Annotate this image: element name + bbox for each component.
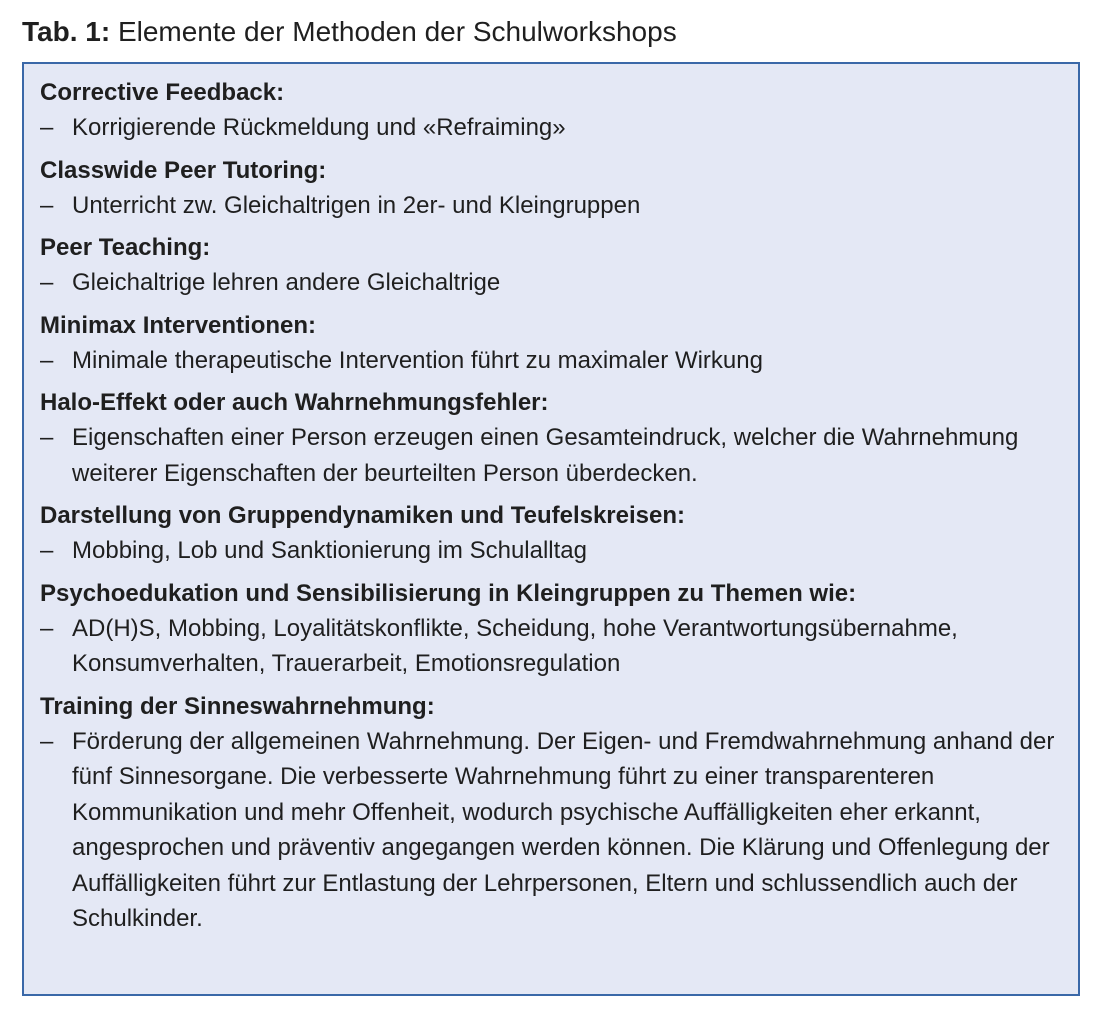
section-heading: Psychoedukation und Sensibilisierung in Kleingruppen zu Themen wie: [40,579,857,607]
item-text: Mobbing, Lob und Sanktionierung im Schulalltag [72,537,588,564]
item-text: Gleichaltrige lehren andere Gleichaltrige [72,269,501,296]
dash-bullet: – [40,269,54,296]
section-heading: Peer Teaching: [40,234,211,261]
list-item [40,110,1062,146]
section-heading: Training der Sinneswahrnehmung: [40,692,435,720]
section-heading: Classwide Peer Tutoring: [40,156,327,184]
section-halo-effekt [40,388,1062,491]
section-corrective-feedback [40,78,1062,146]
section-heading: Minimax Interventionen: [40,311,317,339]
list-item [40,420,1062,491]
item-text: Unterricht zw. Gleichaltrigen in 2er- und Kleingruppen [72,191,641,219]
dash-bullet: – [40,537,54,564]
section-sinneswahrnehmung [40,692,1062,937]
section-minimax-interventionen [40,311,1062,379]
section-heading: Darstellung von Gruppendynamiken und Teufelskreisen: [40,502,686,529]
item-text: Eigenschaften einer Person erzeugen einen Gesamteindruck, welcher die Wahrnehmung weiterer Eigenschaften der beurteilten Person überdecken. [72,424,1019,487]
section-peer-teaching [40,233,1062,301]
dash-bullet: – [40,114,54,141]
item-text: Minimale therapeutische Intervention führt zu maximaler Wirkung [72,346,763,374]
list-item [40,265,1062,301]
list-item [40,724,1062,937]
list-item [40,188,1062,224]
dash-bullet: – [40,424,54,451]
dash-bullet: – [40,614,54,642]
list-item [40,533,1062,569]
section-psychoedukation [40,579,1062,682]
caption-label: Tab. 1: [22,16,111,47]
item-text: Förderung der allgemeinen Wahrnehmung. Der Eigen- und Fremdwahrnehmung anhand der fünf Sinnesorgane. Die verbesserte Wahrnehmung führt zu einer transparenteren Kommunikation und mehr Offenheit, wodurch psychische Auffälligkeiten eher erkannt, angesprochen und präventiv angegangen werden können. Die Klärung und Offenlegung der Auffälligkeiten führt zur Entlastung der Lehrpersonen, Eltern und schlussendlich auch der Schulkinder. [72,727,1055,932]
table-caption [22,14,677,50]
dash-bullet: – [40,191,54,219]
caption-title: Elemente der Methoden der Schulworkshops [117,16,677,47]
item-text: AD(H)S, Mobbing, Loyalitätskonflikte, Scheidung, hohe Verantwortungsübernahme, Konsumverhalten, Trauerarbeit, Emotionsregulation [72,614,958,677]
list-item [40,343,1062,379]
section-gruppendynamiken [40,501,1062,569]
item-text: Korrigierende Rückmeldung und «Refraiming» [72,114,566,141]
list-item [40,611,1062,682]
section-heading: Halo-Effekt oder auch Wahrnehmungsfehler: [40,389,549,416]
dash-bullet: – [40,346,54,374]
dash-bullet: – [40,727,54,755]
section-heading: Corrective Feedback: [40,79,285,106]
section-classwide-peer-tutoring [40,156,1062,224]
methods-box [22,62,1080,996]
